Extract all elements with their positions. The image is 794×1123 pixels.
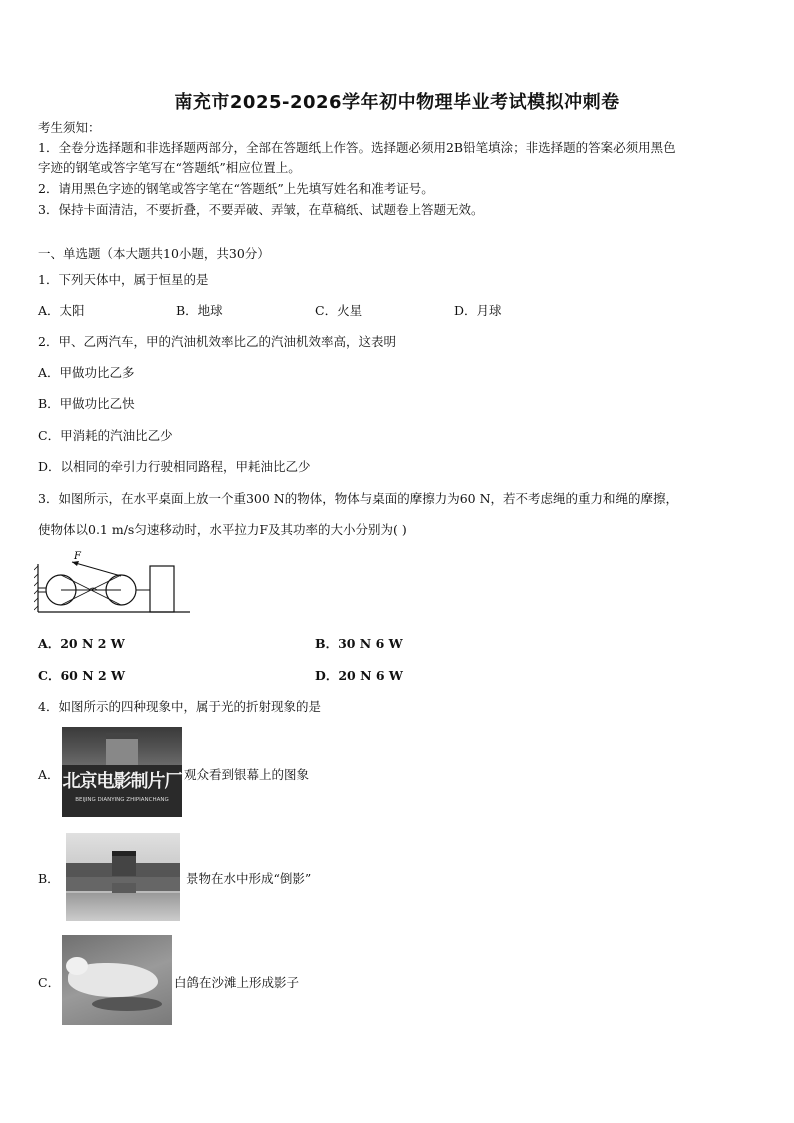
q1-option-d[interactable]: D．月球	[454, 303, 502, 318]
q3-option-d[interactable]: D．20 N 6 W	[315, 668, 403, 683]
q1-option-c[interactable]: C．火星	[315, 303, 363, 318]
question-1-stem: 1．下列天体中，属于恒星的是	[38, 272, 209, 287]
q4-option-a-letter[interactable]: A．	[38, 767, 60, 782]
pulley-diagram	[34, 550, 194, 618]
photo-caption-en: BEIJING DIANYING ZHIPIANCHANG	[75, 797, 169, 803]
force-label: F	[74, 551, 81, 562]
question-2-stem: 2．甲、乙两汽车，甲的汽油机效率比乙的汽油机效率高，这表明	[38, 334, 396, 349]
q4-option-c-letter[interactable]: C．	[38, 975, 61, 990]
notice-item-3: 3．保持卡面清洁，不要折叠，不要弄破、弄皱，在草稿纸、试题卷上答题无效。	[38, 202, 484, 217]
section-heading: 一、单选题（本大题共10小题，共30分）	[38, 246, 270, 261]
photo-caption-cn: 北京电影制片厂	[62, 771, 182, 792]
notice-item-2: 2．请用黑色字迹的钢笔或答字笔在“答题纸”上先填写姓名和准考证号。	[38, 181, 434, 196]
q2-option-d[interactable]: D．以相同的牵引力行驶相同路程，甲耗油比乙少	[38, 459, 311, 474]
question-4-stem: 4．如图所示的四种现象中，属于光的折射现象的是	[38, 699, 321, 714]
page-title: 南充市2025-2026学年初中物理毕业考试模拟冲刺卷	[174, 92, 620, 113]
q4-option-a-text: 观众看到银幕上的图象	[184, 767, 310, 782]
question-3-stem-line2: 使物体以0.1 m/s匀速移动时，水平拉力F及其功率的大小分别为( )	[38, 522, 407, 537]
q1-option-a[interactable]: A．太阳	[38, 303, 85, 318]
notice-item-1: 1．全卷分选择题和非选择题两部分，全部在答题纸上作答。选择题必须用2B铅笔填涂；非选择题的答案必须用黑色	[38, 140, 676, 155]
q4-option-b-letter[interactable]: B．	[38, 871, 60, 886]
notice-item-1-cont: 字迹的钢笔或答字笔写在“答题纸”相应位置上。	[38, 160, 301, 175]
q4-option-b-text: 景物在水中形成“倒影”	[186, 871, 312, 886]
cinema-screen-photo	[62, 727, 182, 817]
pigeon-shadow-photo	[62, 935, 172, 1025]
q4-option-c-text: 白鸽在沙滩上形成影子	[174, 975, 300, 990]
q3-option-b[interactable]: B．30 N 6 W	[315, 636, 403, 651]
q2-option-a[interactable]: A．甲做功比乙多	[38, 365, 135, 380]
q2-option-b[interactable]: B．甲做功比乙快	[38, 396, 135, 411]
question-3-stem-line1: 3．如图所示，在水平桌面上放一个重300 N的物体，物体与桌面的摩擦力为60 N，若不考虑绳的重力和绳的摩擦，	[38, 491, 679, 506]
q3-option-c[interactable]: C．60 N 2 W	[38, 668, 126, 683]
notice-heading: 考生须知：	[38, 120, 101, 135]
q2-option-c[interactable]: C．甲消耗的汽油比乙少	[38, 428, 173, 443]
q1-option-b[interactable]: B．地球	[176, 303, 223, 318]
q3-option-a[interactable]: A．20 N 2 W	[38, 636, 125, 651]
water-reflection-photo	[66, 833, 180, 921]
